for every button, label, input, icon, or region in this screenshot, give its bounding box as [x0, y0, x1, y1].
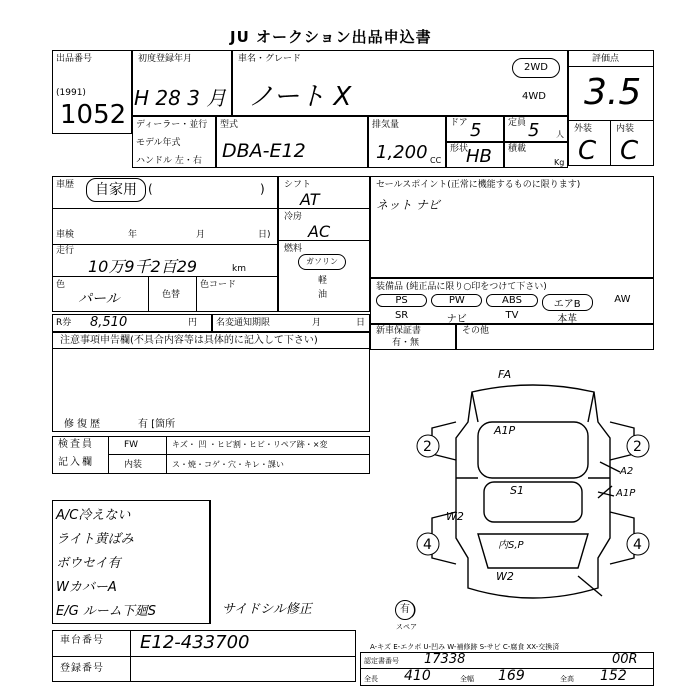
inspector-fw-desc: キズ・ 凹 ・ヒビ割・ヒビ・リペア跡・×変: [172, 440, 328, 449]
damage-legend: A-キズ E-エクボ U-凹み W-補修跡 S-サビ C-腐食 XX-交換済: [370, 643, 560, 651]
name-change-label: 名変通知期限: [216, 318, 271, 328]
equipment-item: エアB: [542, 294, 593, 311]
dims-height-label: 全高: [560, 675, 574, 683]
dims-length-label: 全長: [364, 675, 378, 683]
dims-width: 169: [498, 668, 525, 684]
capacity-value: 5: [528, 120, 540, 141]
handwritten-notes-list: [56, 504, 206, 624]
capacity-label: 定員: [508, 118, 527, 128]
equipment-item: AW: [614, 294, 631, 305]
interior-label: 内装: [616, 124, 635, 134]
displacement-value: 1,200: [376, 142, 428, 163]
score-divider-2: [568, 120, 654, 121]
warranty-options: 有・無: [392, 338, 420, 348]
equipment-item: TV: [505, 310, 519, 321]
registration-value: H 28 3 月: [134, 86, 227, 110]
equipment-item: 本革: [557, 314, 578, 325]
sales-point-label: セールスポイント(正常に機能するものに限ります): [376, 180, 581, 190]
exterior-value: C: [578, 136, 597, 166]
score-divider-3: [610, 120, 611, 166]
inspection-label: 車検: [56, 230, 75, 240]
car-rear-window: [478, 534, 588, 568]
displacement-label: 排気量: [372, 120, 400, 130]
history-value: 自家用: [86, 178, 146, 202]
inspector-divider-v2: [166, 436, 167, 474]
score-divider-1: [568, 66, 654, 67]
diagram-rear-a: W2: [446, 510, 464, 523]
interior-value: C: [620, 136, 639, 166]
fuel-label: 燃料: [284, 244, 303, 254]
shape-value: HB: [466, 146, 492, 167]
inspector-interior: 内装: [124, 460, 143, 470]
fuel-oil: 油: [318, 290, 328, 300]
drive-4wd: 4WD: [522, 91, 546, 102]
equipment-label: 装備品 (純正品に限り○印をつけて下さい): [376, 282, 547, 292]
payload-label: 積載: [508, 144, 527, 154]
mileage-value: 10万9千2百29: [88, 257, 198, 276]
color-value: パール: [78, 291, 120, 307]
type-value: DBA-E12: [222, 140, 306, 162]
registration-label: 初度登録年月: [138, 54, 193, 64]
doors-label: ドア: [450, 118, 468, 128]
sales-point-box: [370, 176, 654, 278]
mileage-label: 走行: [56, 246, 75, 256]
history-close: ): [260, 182, 265, 196]
score-label: 評価点: [592, 54, 620, 64]
lot-number: 1052: [60, 100, 127, 130]
dims-width-label: 全幅: [460, 675, 474, 683]
color-divider-1: [148, 276, 149, 312]
inspection-year: 年: [128, 230, 138, 240]
color-divider-2: [196, 276, 197, 312]
serial-label: 認定書番号: [364, 657, 399, 665]
side-note: サイドシル修正: [222, 602, 312, 617]
car-diagram: [412, 362, 654, 620]
diagram-side-a: A2: [620, 466, 634, 477]
mileage-unit: km: [232, 264, 246, 274]
model-value: ノート X: [248, 82, 352, 112]
diagram-side-b: A1P: [616, 488, 636, 499]
car-front-line-r: [588, 392, 594, 422]
tire-rl-label: 4: [423, 537, 432, 553]
chassis-value: E12-433700: [140, 632, 250, 653]
diagram-roof: A1P: [494, 424, 516, 437]
notes-divider: [52, 348, 370, 349]
diagram-interior: 内S,P: [498, 540, 524, 551]
aircon-label: 冷房: [284, 212, 303, 222]
sales-point-value: ネット ナビ: [376, 198, 440, 212]
shift-label: シフト: [284, 180, 312, 190]
name-change-month: 月: [312, 318, 322, 328]
spare-value: 有: [400, 604, 410, 615]
history-label: 車歴: [56, 180, 75, 190]
color-change-label: 色替: [162, 290, 181, 300]
handwritten-note: ライト黄ばみ: [56, 532, 134, 547]
repair-label: 修復歴: [64, 419, 103, 430]
reg-label: 登録番号: [60, 663, 104, 674]
repair-options: 有 [箇所: [138, 419, 176, 430]
inspector-label-1: 検査員: [58, 439, 94, 450]
chassis-label: 車台番号: [60, 635, 104, 646]
model-year-label: モデル年式: [136, 138, 181, 148]
aircon-value: AC: [308, 222, 331, 241]
lot-label: 出品番号: [56, 54, 93, 64]
serial-b: 00R: [612, 652, 638, 667]
inspector-divider-h: [108, 454, 370, 455]
color-code-label: 色コード: [200, 280, 237, 290]
car-cabin: [484, 482, 582, 522]
score-value: 3.5: [584, 72, 642, 113]
doors-value: 5: [470, 120, 482, 141]
dims-height: 152: [600, 668, 627, 684]
model-label: 車名・グレード: [238, 54, 302, 64]
equipment-row-2: [376, 310, 652, 325]
inspection-day: 日): [258, 230, 271, 240]
handwritten-note: ボウセイ有: [56, 556, 121, 571]
type-label: 型式: [220, 120, 239, 130]
dims-length: 410: [404, 668, 431, 684]
history-open: (: [148, 182, 153, 196]
inspection-month: 月: [196, 230, 206, 240]
handle-label: ハンドル 左・右: [136, 156, 202, 166]
other-label: その他: [462, 326, 490, 336]
exterior-label: 外装: [574, 124, 593, 134]
drive-2wd: 2WD: [512, 58, 560, 78]
equipment-row-1: [376, 294, 652, 308]
dealer-label: ディーラー・並行: [136, 120, 208, 130]
car-outline: [456, 385, 610, 598]
inspector-fw: FW: [124, 440, 139, 450]
shape-label: 形状: [450, 144, 469, 154]
car-front-line: [472, 392, 478, 422]
equipment-item: PS: [376, 294, 427, 307]
capacity-unit: 人: [556, 130, 564, 139]
tire-fr-label: 2: [633, 439, 642, 455]
equipment-item: PW: [431, 294, 482, 307]
warranty-label: 新車保証書: [376, 326, 422, 336]
diagram-top: FA: [498, 368, 512, 381]
spare-icon: [395, 600, 415, 620]
diagram-body: S1: [510, 484, 524, 497]
name-change-day: 日: [356, 318, 366, 328]
recycle-value: 8,510: [90, 315, 128, 330]
serial-a: 17338: [424, 652, 466, 667]
shift-value: AT: [300, 190, 320, 209]
handwritten-note: E/G ルーム下廻S: [56, 604, 157, 619]
mileage-divider: [52, 276, 278, 277]
notes-box: [52, 332, 370, 432]
handwritten-note: A/C冷えない: [56, 508, 131, 523]
equipment-item: ナビ: [446, 314, 467, 325]
inspector-label-2: 記入欄: [58, 457, 94, 468]
recycle-label: R券: [56, 318, 72, 328]
tire-rr-label: 4: [633, 537, 642, 553]
inspector-divider-v1: [108, 436, 109, 474]
inspection-divider: [52, 244, 278, 245]
history-divider: [52, 208, 278, 209]
color-label: 色: [56, 280, 66, 290]
recycle-unit: 円: [188, 318, 198, 328]
chassis-divider-h: [52, 656, 356, 657]
tire-fl-label: 2: [423, 439, 432, 455]
handwritten-divider: [210, 500, 211, 624]
spare-label: スペア: [396, 623, 417, 631]
equipment-item: SR: [394, 310, 409, 321]
equipment-item: ABS: [486, 294, 537, 307]
notes-label: 注意事項申告欄(不具合内容等は具体的に記入して下さい): [60, 335, 318, 346]
shift-divider: [278, 208, 370, 209]
lot-sub: (1991): [56, 88, 86, 98]
form-title: JU オークション出品申込書: [230, 28, 432, 46]
handwritten-note: WカバーA: [56, 580, 117, 595]
inspector-interior-desc: ス・焼・コゲ・穴・キレ・課い: [172, 460, 284, 469]
fuel-light: 軽: [318, 276, 328, 286]
displacement-unit: CC: [430, 156, 442, 165]
fuel-gasoline: ガソリン: [298, 254, 346, 270]
diagram-rear-b: W2: [496, 570, 514, 583]
payload-unit: Kg: [554, 158, 565, 167]
aircon-divider: [278, 240, 370, 241]
